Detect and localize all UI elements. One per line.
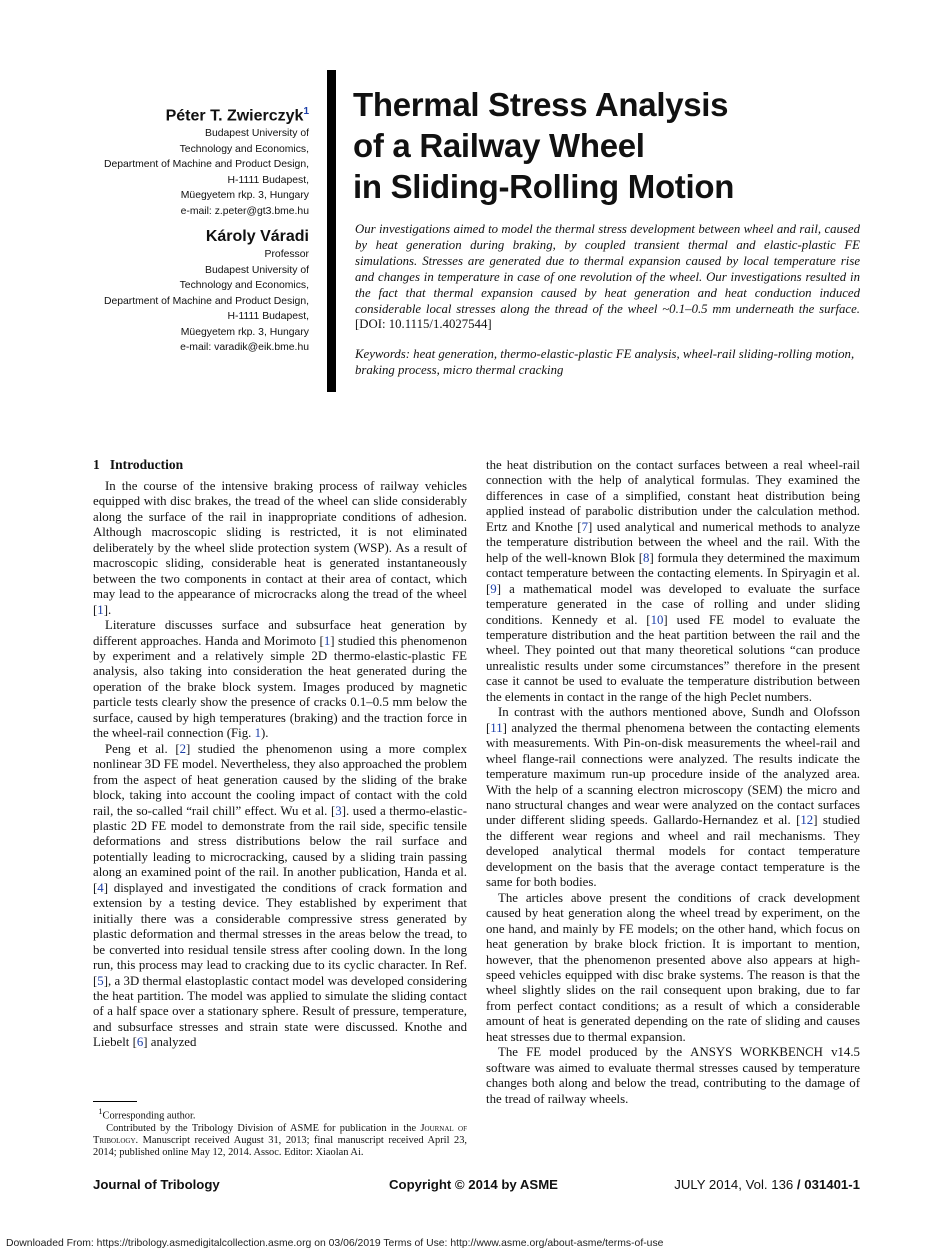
keywords: Keywords: heat generation, thermo-elastic-plastic FE analysis, wheel-rail sliding-rolling motion, braking process, micro thermal cracking — [355, 347, 855, 377]
paragraph: Literature discusses surface and subsurface heat generation by different approaches. Handa and Morimoto [1] studied this phenomenon by experiment and a relatively simple 2D thermo-elastic-plastic FE analysis, also taking into consideration the heat generated during the operation of the brake block system. Images produced by magnetic particle tests clearly show the presence of cracks 0.1–0.5 mm below the surface, caused by high temperatures (braking) and the traction force in the wheel-rail connection (Fig. 1). — [93, 618, 467, 741]
footnote-marker[interactable]: 1 — [303, 106, 309, 117]
reference-link[interactable]: 7 — [581, 519, 589, 534]
author-affiliation-line: Müegyetem rkp. 3, Hungary — [180, 190, 309, 202]
author-affiliation-line: Budapest University of — [205, 128, 309, 140]
author-block — [80, 102, 309, 219]
reference-link[interactable]: 3 — [335, 803, 342, 818]
author-block — [80, 227, 309, 356]
title-divider-bar — [327, 70, 336, 392]
footnote-rule — [93, 1101, 137, 1102]
author-affiliation-line: Technology and Economics, — [179, 143, 309, 155]
author-name: Károly Váradi — [205, 228, 309, 246]
footnote: $^1$Corresponding author. — [98, 1106, 196, 1122]
author-affiliation-line: Department of Machine and Product Design, — [103, 295, 309, 307]
reference-link[interactable]: 12 — [800, 813, 814, 828]
figure-link[interactable]: 1 — [254, 726, 261, 741]
paper-title — [353, 84, 773, 207]
reference-link[interactable]: 9 — [490, 581, 497, 596]
footnotes — [93, 1105, 467, 1160]
reference-link[interactable]: 5 — [97, 973, 104, 988]
title-line: Thermal Stress Analysis — [353, 86, 729, 123]
page-footer — [93, 1177, 860, 1195]
paragraph: the heat distribution on the contact surfaces between a real wheel-rail connection with the help of analytical formulas. They examined the differences in case of a simplified, constant heat distribution being applied instead of parabolic distribution under the calculation method. Ertz and Knothe [7] used analytical and numerical methods to analyze the temperature distribution between the wheel and the rail. With the help of the well-known Blok [8] formula they determined the maximum contact temperature between the contacting elements. In Spiryagin et al. [9] a mathematical model was developed to evaluate the surface temperature generated in the case of rolling and under sliding conditions. Kennedy et al. [10] used FE model to evaluate the temperature distribution and the heat partition between the rail and the wheel. They pointed out that many theoretical solutions “can produce unrealistic results under some circumstances” therefore in the present case it cannot be used to evaluate the temperature distribution between the elements in contact in the range of the high Peclet numbers. — [486, 458, 861, 704]
abstract-text: Our investigations aimed to model the thermal stress development between wheel and rail, caused by heat generation during braking, by coupled transient thermal and elastic-plastic FE simulations. Stresses are generated due to thermal expansion caused by local temperature rise and changes in temperature in case of one revolution of the wheel. Our investigations resulted in the fact that thermal expansion caused by heat generation and heat conduction induced considerable local stresses along the thread of the wheel ~0.1–0.5 mm underneath the surface. — [355, 222, 860, 316]
doi-link[interactable]: [DOI: 10.1115/1.4027544] — [355, 317, 492, 332]
paragraph: The FE model produced by the ANSYS WORKBENCH v14.5 software was aimed to evaluate thermal stresses caused by temperature changes both along and below the tread, contributing to the damage of the tread of railway wheels. — [486, 1045, 860, 1106]
footnote: Contributed by the Tribology Division of ASME for publication in the Journal of Tribology. Manuscript received August 31, 2013; final manuscript received April 23, 2014; published online May 12, 2014. Assoc. Editor: Xiaolan Ai. — [93, 1122, 468, 1159]
reference-link[interactable]: 1 — [97, 602, 104, 617]
author-email[interactable]: e-mail: varadik@eik.bme.hu — [180, 342, 309, 354]
author-affiliation-line: H-1111 Budapest, — [227, 311, 309, 323]
author-affiliation-line: Department of Machine and Product Design, — [103, 159, 309, 171]
reference-link[interactable]: 1 — [323, 633, 331, 648]
reference-link[interactable]: 10 — [650, 612, 664, 627]
paragraph: In contrast with the authors mentioned above, Sundh and Olofsson [11] analyzed the thermal phenomena between the contacting elements with measurements. With Pin-on-disk measurements the wheel-rail and wheel flange-rail connections were analyzed. The results indicate the temperature maximum run-up procedure inside of the analyzed area. With the help of a scanning electron microscopy (SEM) the micro and nano structural changes and wear were analyzed on the contact surfaces under different sliding speeds. Gallardo-Hernandez et al. [12] studied the different wear regions and wheel and rail mechanisms. They developed analytical thermal models for contact temperature development on the basis that the average contact temperature is the same for both bodies. — [486, 705, 861, 890]
reference-link[interactable]: 6 — [136, 1035, 144, 1050]
reference-link[interactable]: 11 — [490, 720, 503, 735]
reference-link[interactable]: 2 — [179, 741, 187, 756]
title-line: of a Railway Wheel — [353, 127, 645, 164]
author-list — [80, 102, 309, 356]
author-affiliation-line: Technology and Economics, — [179, 280, 309, 292]
author-affiliation-line: Professor — [264, 249, 309, 261]
paragraph: The articles above present the conditions of crack development caused by heat generation along the wheel tread by experiment, on the one hand, and mainly by FE models; on the other hand, which focus on heat generation by brake block friction. It is important to mention, however, that the phenomenon presented above also appears at high-speed vehicles equipped with disc brake systems. The reason is that the wheel slightly slides on the rail consequent upon braking, due to far from perfect contact conditions; as a result of which a considerable amount of heat is generated depending on the rate of sliding and causes heat stresses due to thermal expansion. — [486, 890, 860, 1044]
body-column-left — [93, 457, 467, 1051]
copyright: Copyright © 2014 by ASME — [389, 1177, 558, 1192]
paragraph: In the course of the intensive braking process of railway vehicles equipped with disc brakes, the tread of the wheel can slide considerably along the surface of the rail in inappropriate conditions of adhesion. Although macroscopic sliding is restricted, it is not eliminated deliberately by the wheel slide protection system (WSP). As a result of macroscopic sliding, considerable heat is generated instantaneously between the two components in contact at their area of contact, which may lead to the appearance of microcracks along the tread of the wheel [1]. — [93, 479, 467, 617]
issue-info: JULY 2014, Vol. 136 / 031401-1 — [674, 1177, 860, 1192]
body-column-right — [486, 458, 860, 1107]
reference-link[interactable]: 4 — [97, 880, 104, 895]
author-email[interactable]: e-mail: z.peter@gt3.bme.hu — [180, 205, 309, 217]
page-number: 031401-1 — [804, 1177, 860, 1192]
abstract — [355, 222, 860, 333]
author-affiliation-line: H-1111 Budapest, — [227, 174, 309, 186]
author-affiliation-line: Müegyetem rkp. 3, Hungary — [180, 326, 309, 338]
section-heading: 1 Introduction — [93, 457, 184, 472]
paragraph: Peng et al. [2] studied the phenomenon using a more complex nonlinear 3D FE model. Nevertheless, they also approached the problem from the aspect of heat generation caused by the sliding of the brake block, taking into account the cooling impact of contact with the cold rail, the so-called “rail chill” effect. Wu et al. [3]. used a thermo-elastic-plastic 2D FE model to demonstrate from the rail side, specific tensile deformations and stress distributions below the rail surface and potentially leading to microcracking, caused by a sliding train passing along an examined point of the rail. In another publication, Handa et al. [4] displayed and investigated the conditions of crack formation and extension by a testing device. They established by experiment that initially there was a considerable compressive stress generated by plastic deformation and thermal stresses in the areas below the tread, to be converted into residual tensile stress after cooling down. In the long run, this process may lead to cracking due to its cyclic character. In Ref. [5], a 3D thermal elastoplastic contact model was developed considering the heat partition. The model was applied to simulate the sliding contact of a half space over a stationary sphere. Result of pressure, temperature, and subsurface stresses and strain state were discussed. Knothe and Liebelt [6] analyzed — [93, 741, 467, 1050]
download-notice: Downloaded From: https://tribology.asmedigitalcollection.asme.org on 03/06/2019 Terms of Use: http://www.asme.org/about-asme/terms-of-use — [6, 1238, 664, 1249]
reference-link[interactable]: 8 — [643, 550, 650, 565]
title-line: in Sliding-Rolling Motion — [353, 168, 735, 205]
journal-name: Journal of Tribology — [93, 1177, 220, 1192]
author-affiliation-line: Budapest University of — [205, 264, 309, 276]
author-name: Péter T. Zwierczyk$^1$ — [165, 106, 309, 125]
